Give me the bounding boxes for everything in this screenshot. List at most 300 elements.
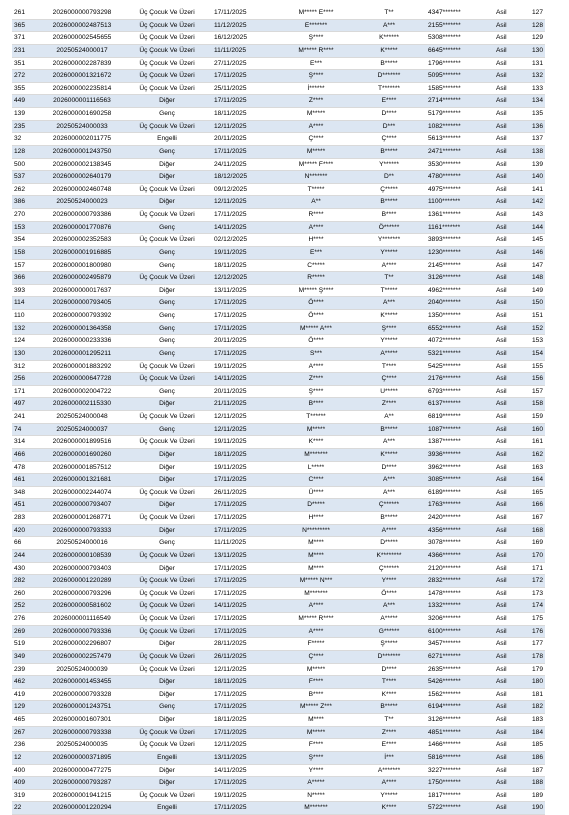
id-number-cell: 1361*******: [420, 209, 490, 222]
application-date-cell: 17/11/2025: [210, 613, 274, 626]
table-row: [12, 385, 545, 398]
last-name-cell: Ç*****: [358, 183, 420, 196]
application-date-cell: 17/11/2025: [210, 7, 274, 19]
last-name-cell: Ç******: [358, 562, 420, 575]
category-cell: Üç Çocuk Ve Üzeri: [124, 120, 210, 133]
id-number-cell: 6552*******: [420, 322, 490, 335]
id-number-cell: 3962*******: [420, 461, 490, 474]
application-number-cell: 2026000000233336: [40, 335, 124, 348]
first-name-cell: H****: [274, 512, 358, 525]
table-row: [12, 209, 545, 222]
table-row: [12, 133, 545, 146]
id-number-cell: 6819*******: [420, 411, 490, 424]
rank-cell: 168: [515, 524, 545, 537]
last-name-cell: T*****: [358, 284, 420, 297]
last-name-cell: Ö****: [358, 587, 420, 600]
category-cell: Diğer: [124, 95, 210, 108]
application-date-cell: 12/12/2025: [210, 272, 274, 285]
application-date-cell: 13/11/2025: [210, 284, 274, 297]
last-name-cell: D*******: [358, 70, 420, 83]
last-name-cell: B*****: [358, 57, 420, 70]
status-cell: Asil: [490, 221, 515, 234]
first-name-cell: D*****: [274, 499, 358, 512]
status-cell: Asil: [490, 777, 515, 790]
id-number-cell: 2471*******: [420, 145, 490, 158]
application-date-cell: 17/11/2025: [210, 145, 274, 158]
last-name-cell: Ö******: [358, 221, 420, 234]
status-cell: Asil: [490, 145, 515, 158]
last-name-cell: T*******: [358, 82, 420, 95]
table-row: [12, 448, 545, 461]
rank-cell: 133: [515, 82, 545, 95]
status-cell: Asil: [490, 461, 515, 474]
application-date-cell: 12/11/2025: [210, 423, 274, 436]
application-number-cell: 2026000000793386: [40, 209, 124, 222]
table-row: [12, 512, 545, 525]
first-name-cell: Ç****: [274, 133, 358, 146]
id-number-cell: 3530*******: [420, 158, 490, 171]
category-cell: Diğer: [124, 638, 210, 651]
application-order-cell: 351: [12, 57, 40, 70]
application-date-cell: 17/11/2025: [210, 297, 274, 310]
rank-cell: 150: [515, 297, 545, 310]
application-date-cell: 18/11/2025: [210, 714, 274, 727]
status-cell: Asil: [490, 638, 515, 651]
last-name-cell: A****: [358, 524, 420, 537]
table-row: [12, 739, 545, 752]
application-number-cell: 2026000002460748: [40, 183, 124, 196]
last-name-cell: K*****: [358, 310, 420, 323]
status-cell: Asil: [490, 183, 515, 196]
table-row: [12, 701, 545, 714]
first-name-cell: F*****: [274, 638, 358, 651]
status-cell: Asil: [490, 474, 515, 487]
status-cell: Asil: [490, 171, 515, 184]
status-cell: Asil: [490, 209, 515, 222]
application-order-cell: 420: [12, 524, 40, 537]
application-date-cell: 12/11/2025: [210, 663, 274, 676]
application-order-cell: 462: [12, 676, 40, 689]
status-cell: Asil: [490, 398, 515, 411]
application-number-cell: 20250524000048: [40, 411, 124, 424]
application-number-cell: 2026000002352583: [40, 234, 124, 247]
category-cell: Genç: [124, 423, 210, 436]
table-row: [12, 19, 545, 32]
status-cell: Asil: [490, 751, 515, 764]
rank-cell: 162: [515, 448, 545, 461]
application-order-cell: 132: [12, 322, 40, 335]
application-date-cell: 17/11/2025: [210, 499, 274, 512]
status-cell: Asil: [490, 310, 515, 323]
category-cell: Üç Çocuk Ve Üzeri: [124, 726, 210, 739]
status-cell: Asil: [490, 663, 515, 676]
category-cell: Üç Çocuk Ve Üzeri: [124, 436, 210, 449]
last-name-cell: T****: [358, 360, 420, 373]
first-name-cell: M****: [274, 562, 358, 575]
status-cell: Asil: [490, 196, 515, 209]
table-row: [12, 310, 545, 323]
rank-cell: 160: [515, 423, 545, 436]
category-cell: Diğer: [124, 499, 210, 512]
category-cell: Üç Çocuk Ve Üzeri: [124, 57, 210, 70]
id-number-cell: 2635*******: [420, 663, 490, 676]
status-cell: Asil: [490, 802, 515, 815]
first-name-cell: Ü****: [274, 486, 358, 499]
last-name-cell: K******: [358, 32, 420, 45]
application-order-cell: 365: [12, 19, 40, 32]
first-name-cell: A****: [274, 625, 358, 638]
first-name-cell: M***** R****: [274, 44, 358, 57]
application-date-cell: 11/11/2025: [210, 537, 274, 550]
last-name-cell: Z****: [358, 398, 420, 411]
rank-cell: 135: [515, 108, 545, 121]
first-name-cell: R*****: [274, 272, 358, 285]
application-date-cell: 17/11/2025: [210, 587, 274, 600]
application-order-cell: 276: [12, 613, 40, 626]
rank-cell: 174: [515, 600, 545, 613]
application-date-cell: 20/11/2025: [210, 385, 274, 398]
status-cell: Asil: [490, 537, 515, 550]
category-cell: Üç Çocuk Ve Üzeri: [124, 650, 210, 663]
status-cell: Asil: [490, 436, 515, 449]
id-number-cell: 5321*******: [420, 347, 490, 360]
application-number-cell: 2026000000793287: [40, 777, 124, 790]
application-number-cell: 20250524000037: [40, 423, 124, 436]
application-date-cell: 21/11/2025: [210, 398, 274, 411]
application-number-cell: 2026000001941215: [40, 789, 124, 802]
application-date-cell: 12/11/2025: [210, 196, 274, 209]
application-date-cell: 26/11/2025: [210, 650, 274, 663]
application-order-cell: 124: [12, 335, 40, 348]
status-cell: Asil: [490, 625, 515, 638]
first-name-cell: A****: [274, 600, 358, 613]
application-number-cell: 2026000001690258: [40, 108, 124, 121]
table-row: [12, 196, 545, 209]
first-name-cell: M***** E****: [274, 7, 358, 19]
rank-cell: 146: [515, 246, 545, 259]
category-cell: Genç: [124, 221, 210, 234]
rank-cell: 143: [515, 209, 545, 222]
id-number-cell: 2420*******: [420, 512, 490, 525]
application-date-cell: 17/11/2025: [210, 625, 274, 638]
application-date-cell: 14/11/2025: [210, 764, 274, 777]
application-order-cell: 22: [12, 802, 40, 815]
rank-cell: 163: [515, 461, 545, 474]
status-cell: Asil: [490, 70, 515, 83]
first-name-cell: Ç****: [274, 650, 358, 663]
application-date-cell: 17/11/2025: [210, 701, 274, 714]
application-date-cell: 17/11/2025: [210, 474, 274, 487]
application-order-cell: 497: [12, 398, 40, 411]
application-order-cell: 449: [12, 95, 40, 108]
id-number-cell: 6189*******: [420, 486, 490, 499]
id-number-cell: 4356*******: [420, 524, 490, 537]
application-date-cell: 20/11/2025: [210, 133, 274, 146]
application-number-cell: 2026000002138345: [40, 158, 124, 171]
table-row: [12, 638, 545, 651]
application-number-cell: 2026000000477275: [40, 764, 124, 777]
application-date-cell: 12/11/2025: [210, 411, 274, 424]
rank-cell: 148: [515, 272, 545, 285]
table-row: [12, 600, 545, 613]
last-name-cell: Y*******: [358, 234, 420, 247]
application-number-cell: 2026000002115330: [40, 398, 124, 411]
rank-cell: 167: [515, 512, 545, 525]
id-number-cell: 6271*******: [420, 650, 490, 663]
application-order-cell: 244: [12, 549, 40, 562]
last-name-cell: Z****: [358, 726, 420, 739]
rank-cell: 131: [515, 57, 545, 70]
last-name-cell: B*****: [358, 145, 420, 158]
table-row: [12, 613, 545, 626]
table-row: [12, 95, 545, 108]
status-cell: Asil: [490, 95, 515, 108]
application-date-cell: 17/11/2025: [210, 562, 274, 575]
rank-cell: 140: [515, 171, 545, 184]
application-number-cell: 2026000000793328: [40, 688, 124, 701]
application-order-cell: 12: [12, 751, 40, 764]
first-name-cell: M****: [274, 549, 358, 562]
category-cell: Diğer: [124, 777, 210, 790]
first-name-cell: T*****: [274, 183, 358, 196]
first-name-cell: H****: [274, 234, 358, 247]
rank-cell: 141: [515, 183, 545, 196]
id-number-cell: 1478*******: [420, 587, 490, 600]
first-name-cell: M*****: [274, 423, 358, 436]
last-name-cell: Ş*****: [358, 638, 420, 651]
status-cell: Asil: [490, 549, 515, 562]
table-row: [12, 650, 545, 663]
id-number-cell: 4975*******: [420, 183, 490, 196]
category-cell: Diğer: [124, 171, 210, 184]
rank-cell: 157: [515, 385, 545, 398]
first-name-cell: E***: [274, 57, 358, 70]
status-cell: Asil: [490, 133, 515, 146]
id-number-cell: 6194*******: [420, 701, 490, 714]
first-name-cell: M*****: [274, 663, 358, 676]
rank-cell: 136: [515, 120, 545, 133]
category-cell: Diğer: [124, 158, 210, 171]
first-name-cell: M*******: [274, 448, 358, 461]
id-number-cell: 1750*******: [420, 777, 490, 790]
first-name-cell: M*****: [274, 726, 358, 739]
first-name-cell: Ş****: [274, 751, 358, 764]
table-row: [12, 221, 545, 234]
last-name-cell: A****: [358, 777, 420, 790]
application-number-cell: 20250524000023: [40, 196, 124, 209]
id-number-cell: 1763*******: [420, 499, 490, 512]
application-date-cell: 17/11/2025: [210, 688, 274, 701]
category-cell: Üç Çocuk Ve Üzeri: [124, 512, 210, 525]
category-cell: Üç Çocuk Ve Üzeri: [124, 183, 210, 196]
first-name-cell: F****: [274, 676, 358, 689]
status-cell: Asil: [490, 587, 515, 600]
id-number-cell: 1230*******: [420, 246, 490, 259]
application-number-cell: 2026000001453455: [40, 676, 124, 689]
last-name-cell: Ç******: [358, 499, 420, 512]
table-row: [12, 549, 545, 562]
application-date-cell: 20/11/2025: [210, 335, 274, 348]
last-name-cell: A***: [358, 486, 420, 499]
last-name-cell: A***: [358, 436, 420, 449]
application-order-cell: 386: [12, 196, 40, 209]
id-number-cell: 4962*******: [420, 284, 490, 297]
rank-cell: 139: [515, 158, 545, 171]
application-number-cell: 2026000001295211: [40, 347, 124, 360]
status-cell: Asil: [490, 385, 515, 398]
first-name-cell: M*******: [274, 587, 358, 600]
status-cell: Asil: [490, 739, 515, 752]
table-row: [12, 688, 545, 701]
application-order-cell: 235: [12, 120, 40, 133]
application-date-cell: 18/11/2025: [210, 448, 274, 461]
rank-cell: 184: [515, 726, 545, 739]
rank-cell: 176: [515, 625, 545, 638]
id-number-cell: 1817*******: [420, 789, 490, 802]
status-cell: Asil: [490, 7, 515, 19]
first-name-cell: Z****: [274, 95, 358, 108]
rank-cell: 172: [515, 575, 545, 588]
status-cell: Asil: [490, 448, 515, 461]
application-order-cell: 153: [12, 221, 40, 234]
id-number-cell: 3936*******: [420, 448, 490, 461]
rank-cell: 173: [515, 587, 545, 600]
rank-cell: 186: [515, 751, 545, 764]
category-cell: Diğer: [124, 714, 210, 727]
category-cell: Diğer: [124, 688, 210, 701]
application-order-cell: 267: [12, 726, 40, 739]
status-cell: Asil: [490, 120, 515, 133]
id-number-cell: 1562*******: [420, 688, 490, 701]
first-name-cell: M***** R****: [274, 613, 358, 626]
first-name-cell: M***** F****: [274, 158, 358, 171]
application-number-cell: 2026000001220289: [40, 575, 124, 588]
category-cell: Üç Çocuk Ve Üzeri: [124, 600, 210, 613]
id-number-cell: 1082*******: [420, 120, 490, 133]
application-number-cell: 2026000000793392: [40, 310, 124, 323]
table-row: [12, 360, 545, 373]
id-number-cell: 5179*******: [420, 108, 490, 121]
table-row: [12, 272, 545, 285]
category-cell: Üç Çocuk Ve Üzeri: [124, 32, 210, 45]
category-cell: Üç Çocuk Ve Üzeri: [124, 411, 210, 424]
first-name-cell: A****: [274, 120, 358, 133]
application-order-cell: 128: [12, 145, 40, 158]
table-row: [12, 789, 545, 802]
last-name-cell: Ç****: [358, 133, 420, 146]
status-cell: Asil: [490, 726, 515, 739]
table-row: [12, 499, 545, 512]
status-cell: Asil: [490, 284, 515, 297]
id-number-cell: 1466*******: [420, 739, 490, 752]
application-number-cell: 2026000002004722: [40, 385, 124, 398]
table-row: [12, 714, 545, 727]
id-number-cell: 4072*******: [420, 335, 490, 348]
application-order-cell: 282: [12, 575, 40, 588]
application-date-cell: 13/11/2025: [210, 549, 274, 562]
rank-cell: 134: [515, 95, 545, 108]
rank-cell: 127: [515, 7, 545, 19]
application-number-cell: 2026000000793336: [40, 625, 124, 638]
application-number-cell: 2026000000793405: [40, 297, 124, 310]
application-order-cell: 231: [12, 44, 40, 57]
application-date-cell: 17/11/2025: [210, 70, 274, 83]
application-number-cell: 2026000002640179: [40, 171, 124, 184]
application-number-cell: 2026000000581602: [40, 600, 124, 613]
first-name-cell: N*********: [274, 524, 358, 537]
rank-cell: 144: [515, 221, 545, 234]
table-row: [12, 587, 545, 600]
rank-cell: 187: [515, 764, 545, 777]
rank-cell: 181: [515, 688, 545, 701]
table-row: [12, 461, 545, 474]
category-cell: Genç: [124, 297, 210, 310]
last-name-cell: Y*****: [358, 335, 420, 348]
last-name-cell: E****: [358, 95, 420, 108]
table-row: [12, 373, 545, 386]
rank-cell: 165: [515, 486, 545, 499]
status-cell: Asil: [490, 613, 515, 626]
first-name-cell: M***** Ş****: [274, 284, 358, 297]
application-number-cell: 2026000002287839: [40, 57, 124, 70]
first-name-cell: Ş****: [274, 70, 358, 83]
rank-cell: 175: [515, 613, 545, 626]
category-cell: Üç Çocuk Ve Üzeri: [124, 272, 210, 285]
category-cell: Üç Çocuk Ve Üzeri: [124, 663, 210, 676]
last-name-cell: D****: [358, 461, 420, 474]
application-date-cell: 12/11/2025: [210, 739, 274, 752]
status-cell: Asil: [490, 688, 515, 701]
id-number-cell: 1100*******: [420, 196, 490, 209]
application-order-cell: 451: [12, 499, 40, 512]
category-cell: Genç: [124, 322, 210, 335]
status-cell: Asil: [490, 234, 515, 247]
application-number-cell: 2026000002296807: [40, 638, 124, 651]
last-name-cell: T**: [358, 7, 420, 19]
category-cell: Diğer: [124, 764, 210, 777]
status-cell: Asil: [490, 246, 515, 259]
last-name-cell: A*****: [358, 613, 420, 626]
id-number-cell: 6137*******: [420, 398, 490, 411]
table-row: [12, 183, 545, 196]
status-cell: Asil: [490, 562, 515, 575]
status-cell: Asil: [490, 44, 515, 57]
application-date-cell: 19/11/2025: [210, 246, 274, 259]
first-name-cell: Ö****: [274, 310, 358, 323]
last-name-cell: B****: [358, 209, 420, 222]
table-row: [12, 751, 545, 764]
status-cell: Asil: [490, 499, 515, 512]
category-cell: Genç: [124, 347, 210, 360]
status-cell: Asil: [490, 347, 515, 360]
last-name-cell: A*****: [358, 347, 420, 360]
application-order-cell: 74: [12, 423, 40, 436]
rank-cell: 179: [515, 663, 545, 676]
last-name-cell: İ***: [358, 751, 420, 764]
application-number-cell: 2026000000017637: [40, 284, 124, 297]
last-name-cell: Y****: [358, 575, 420, 588]
id-number-cell: 5816*******: [420, 751, 490, 764]
application-number-cell: 2026000001268771: [40, 512, 124, 525]
category-cell: Engelli: [124, 751, 210, 764]
last-name-cell: D*****: [358, 537, 420, 550]
application-order-cell: 314: [12, 436, 40, 449]
first-name-cell: T******: [274, 411, 358, 424]
table-row: [12, 70, 545, 83]
first-name-cell: A*****: [274, 777, 358, 790]
id-number-cell: 2155*******: [420, 19, 490, 32]
last-name-cell: U*****: [358, 385, 420, 398]
